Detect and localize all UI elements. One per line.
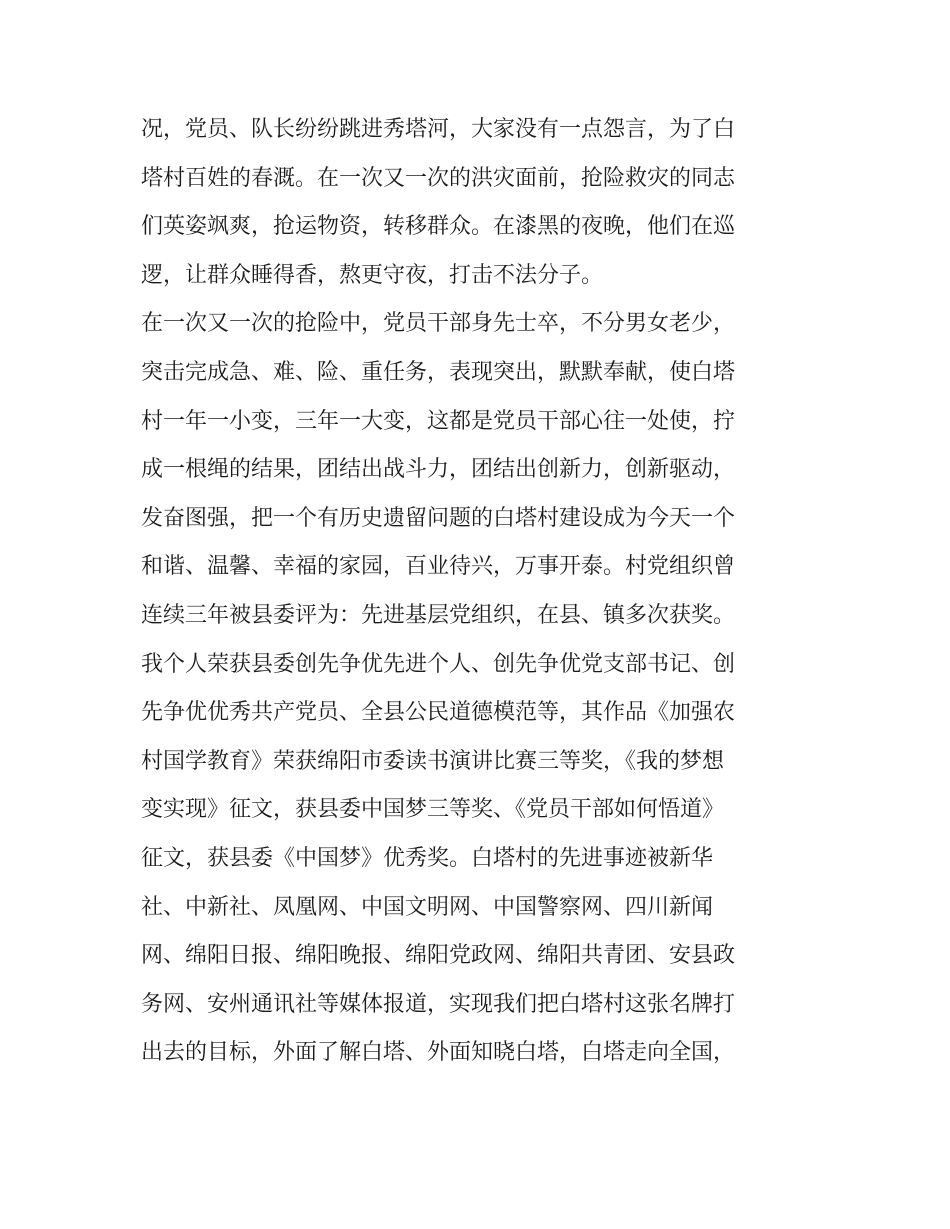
text-line: 我个人荣获县委创先争优先进个人、创先争优党支部书记、创 — [141, 651, 736, 677]
text-line: 网、绵阳日报、绵阳晚报、绵阳党政网、绵阳共青团、安县政 — [141, 943, 736, 969]
text-line: 务网、安州通讯社等媒体报道，实现我们把白塔村这张名牌打 — [141, 991, 736, 1017]
text-line: 在一次又一次的抢险中，党员干部身先士卒，不分男女老少， — [141, 311, 736, 337]
text-line: 突击完成急、难、险、重任务，表现突出，默默奉献，使白塔 — [141, 359, 736, 385]
text-line: 先争优优秀共产党员、全县公民道德模范等，其作品《加强农 — [141, 700, 736, 726]
text-line: 变实现》征文，获县委中国梦三等奖、《党员干部如何悟道》 — [141, 797, 725, 823]
text-line: 村一年一小变，三年一大变，这都是党员干部心往一处使，拧 — [141, 408, 736, 434]
text-line: 征文，获县委《中国梦》优秀奖。白塔村的先进事迹被新华 — [141, 845, 714, 871]
text-line: 们英姿飒爽，抢运物资，转移群众。在漆黑的夜晚，他们在巡 — [141, 214, 736, 240]
body-text — [141, 106, 821, 1078]
text-line: 逻，让群众睡得香，熬更守夜，打击不法分子。 — [141, 262, 604, 288]
text-line: 和谐、温馨、幸福的家园，百业待兴，万事开泰。村党组织曾 — [141, 554, 736, 580]
text-line: 成一根绳的结果，团结出战斗力，团结出创新力，创新驱动， — [141, 457, 736, 483]
text-line: 塔村百姓的春溉。在一次又一次的洪灾面前，抢险救灾的同志 — [141, 165, 736, 191]
text-line: 连续三年被县委评为：先进基层党组织，在县、镇多次获奖。 — [141, 602, 736, 628]
text-line: 况，党员、队长纷纷跳进秀塔河，大家没有一点怨言，为了白 — [141, 117, 736, 142]
text-line: 村国学教育》荣获绵阳市委读书演讲比赛三等奖，《我的梦想 — [141, 748, 725, 774]
text-line: 出去的目标，外面了解白塔、外面知晓白塔，白塔走向全国， — [141, 1040, 736, 1066]
text-line: 发奋图强，把一个有历史遗留问题的白塔村建设成为今天一个 — [141, 505, 736, 531]
text-line: 社、中新社、凤凰网、中国文明网、中国警察网、四川新闻 — [141, 894, 714, 920]
